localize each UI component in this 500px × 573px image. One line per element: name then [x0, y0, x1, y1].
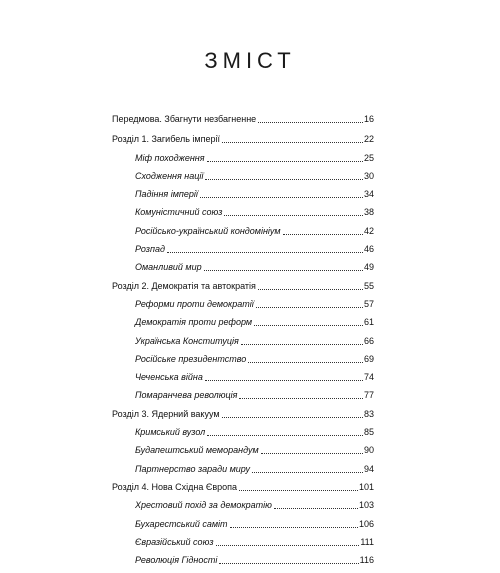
toc-subsection-entry	[112, 171, 374, 182]
dot-leader	[258, 122, 363, 123]
toc-entry-label: Розділ 3. Ядерний вакуум	[112, 408, 220, 419]
toc-page-number: 61	[363, 317, 374, 328]
toc-entry-label: Передмова. Збагнути незбагненне	[112, 114, 257, 124]
toc-entry-label: Революція Гідності	[135, 555, 218, 566]
toc-entry-label: Українська Конституція	[135, 335, 239, 346]
dot-leader	[200, 197, 363, 198]
toc-subsection-entry	[112, 336, 374, 347]
toc-entry-label: Комуністичний союз	[135, 207, 223, 218]
toc-page-number: 77	[363, 390, 374, 401]
toc-subsection-entry	[112, 153, 374, 164]
dot-leader	[252, 472, 363, 473]
dot-leader	[205, 380, 363, 381]
dot-leader	[222, 142, 363, 143]
toc-subsection-entry	[112, 445, 374, 456]
toc-entry-label: Російсько-український кондомініум	[135, 225, 281, 236]
toc-entry-label: Партнерство заради миру	[135, 463, 250, 474]
toc-page-number: 116	[359, 555, 374, 566]
dot-leader	[258, 289, 363, 290]
toc-entry-label: Чеченська війна	[135, 372, 203, 383]
dot-leader	[239, 490, 358, 491]
toc-entry-label: Хрестовий похід за демократію	[135, 500, 272, 511]
toc-page-number: 103	[358, 500, 374, 511]
dot-leader	[241, 344, 363, 345]
toc-subsection-entry	[112, 390, 374, 401]
table-of-contents	[112, 114, 374, 573]
toc-entry-label: Сходження нації	[135, 170, 204, 181]
toc-page-number: 69	[363, 353, 374, 364]
dot-leader	[261, 453, 363, 454]
dot-leader	[207, 161, 363, 162]
toc-preface-entry	[112, 114, 374, 125]
toc-subsection-entry	[112, 299, 374, 310]
toc-entry-label: Розділ 1. Загибель імперії	[112, 134, 220, 145]
toc-subsection-entry	[112, 464, 374, 475]
toc-page-number: 57	[363, 298, 374, 309]
toc-page-number: 106	[358, 518, 374, 529]
toc-entry-label: Розділ 2. Демократія та автократія	[112, 280, 256, 291]
toc-page-number: 55	[363, 280, 374, 291]
toc-entry-label: Кримський вузол	[135, 427, 206, 438]
toc-subsection-entry	[112, 519, 374, 530]
toc-subsection-entry	[112, 244, 374, 255]
toc-subsection-entry	[112, 372, 374, 383]
toc-page-number: 74	[363, 372, 374, 383]
toc-chapter-entry	[112, 482, 374, 493]
toc-entry-label: Міф походження	[135, 152, 205, 163]
toc-subsection-entry	[112, 537, 374, 548]
page-title: ЗМІСТ	[204, 48, 296, 73]
dot-leader	[248, 362, 363, 363]
dot-leader	[205, 179, 363, 180]
toc-subsection-entry	[112, 354, 374, 365]
toc-chapter-entry	[112, 409, 374, 420]
toc-entry-label: Демократія проти реформ	[135, 317, 253, 328]
dot-leader	[224, 215, 363, 216]
toc-subsection-entry	[112, 189, 374, 200]
dot-leader	[167, 252, 363, 253]
toc-page-number: 16	[363, 114, 374, 124]
toc-entry-label: Розділ 4. Нова Східна Європа	[112, 481, 238, 492]
dot-leader	[274, 508, 358, 509]
toc-page-number: 42	[363, 225, 374, 236]
dot-leader	[207, 435, 363, 436]
dot-leader	[219, 563, 358, 564]
toc-subsection-entry	[112, 226, 374, 237]
toc-entry-label: Будапештський меморандум	[135, 445, 259, 456]
toc-page-number: 25	[363, 152, 374, 163]
dot-leader	[239, 398, 363, 399]
toc-subsection-entry	[112, 427, 374, 438]
toc-page-number: 85	[363, 427, 374, 438]
toc-entry-label: Помаранчева революція	[135, 390, 238, 401]
toc-entry-label: Російське президентство	[135, 353, 247, 364]
dot-leader	[283, 234, 363, 235]
toc-page-number: 34	[363, 189, 374, 200]
toc-page-number: 22	[363, 134, 374, 145]
toc-page-number: 83	[363, 408, 374, 419]
dot-leader	[256, 307, 363, 308]
dot-leader	[254, 325, 363, 326]
toc-page-number: 94	[363, 463, 374, 474]
dot-leader	[216, 545, 360, 546]
toc-subsection-entry	[112, 262, 374, 273]
toc-page-number: 30	[363, 170, 374, 181]
toc-chapter-entry	[112, 134, 374, 145]
toc-subsection-entry	[112, 555, 374, 566]
toc-entry-label: Реформи проти демократії	[135, 298, 254, 309]
toc-page-number: 111	[360, 536, 374, 547]
toc-entry-label: Євразійський союз	[135, 536, 214, 547]
dot-leader	[230, 527, 358, 528]
toc-page-number: 49	[363, 262, 374, 273]
toc-subsection-entry	[112, 500, 374, 511]
toc-page-number: 38	[363, 207, 374, 218]
toc-page-number: 46	[363, 244, 374, 255]
dot-leader	[204, 270, 363, 271]
toc-page-number: 66	[363, 335, 374, 346]
toc-entry-label: Оманливий мир	[135, 262, 202, 273]
toc-subsection-entry	[112, 317, 374, 328]
toc-entry-label: Бухарестський саміт	[135, 518, 228, 529]
toc-page-number: 90	[363, 445, 374, 456]
toc-entry-label: Розпад	[135, 244, 165, 255]
dot-leader	[222, 417, 363, 418]
toc-subsection-entry	[112, 207, 374, 218]
toc-entry-label: Падіння імперії	[135, 189, 198, 200]
toc-chapter-entry	[112, 281, 374, 292]
toc-page-number: 101	[358, 481, 374, 492]
